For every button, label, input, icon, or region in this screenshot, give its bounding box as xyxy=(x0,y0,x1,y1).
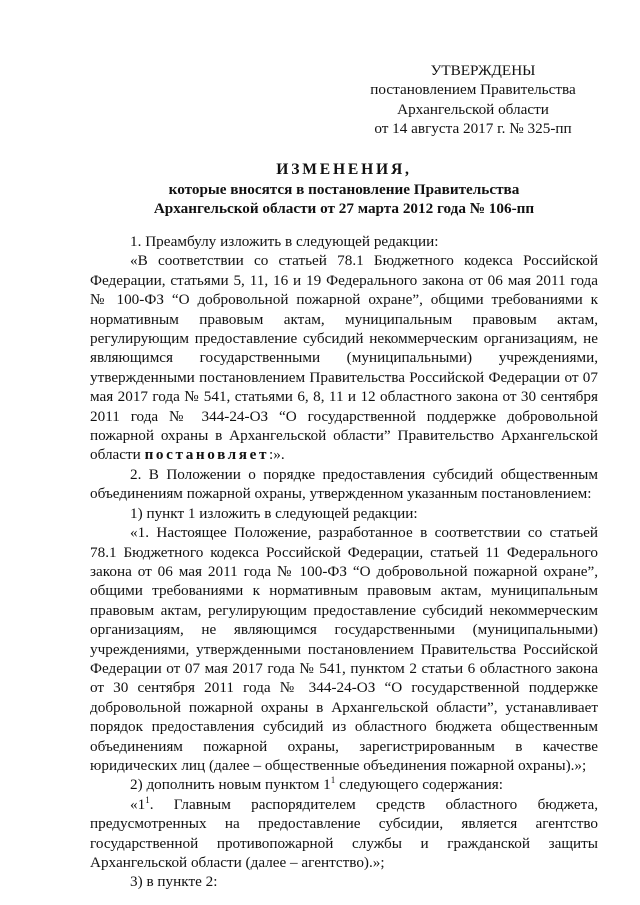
document-heading xyxy=(90,159,598,218)
paragraph-preamble-instruction: 1. Преамбулу изложить в следующей редакции: xyxy=(130,233,439,250)
new-item-text: . Главным распорядителем средств областного бюджета, предусмотренных на предоставление субсидии, является агентство государственной противопожарной службы и гражданской защиты Архангельской области (далее – агентство).»; xyxy=(90,795,598,871)
item-2-superscript: 1 xyxy=(330,775,336,786)
paragraph-regulation-intro: 2. В Положении о порядке предоставления субсидий общественным объединениям пожарной охраны, утвержденном указанным постановлением: xyxy=(90,465,598,503)
preamble-resolves-word: постановляет xyxy=(144,446,270,464)
item-2-text-end: следующего содержания: xyxy=(335,776,503,794)
approval-stamp xyxy=(368,61,578,139)
preamble-ending: :». xyxy=(269,446,285,464)
new-item-superscript: 1 xyxy=(145,794,150,805)
approval-line-1: постановлением Правительства xyxy=(370,81,576,99)
approval-line-3: от 14 августа 2017 г. № 325-пп xyxy=(374,120,572,138)
approval-line-2: Архангельской области xyxy=(397,100,549,118)
preamble-text: «В соответствии со статьей 78.1 Бюджетного кодекса Российской Федерации, статьями 5, 11, 16 и 19 Федерального закона от 06 мая 2011 года № 100-ФЗ “О добровольной пожарной охране”, общими требованиями к нормативным правовым актам, муниципальным правовым актам, регулирующим предоставление субсидий некоммерческим организациям, не являющимся государственными (муниципальными) учреждениями, утвержденными постановлением Правительства Российской Федерации от 07 мая 2017 года № 541, статьями 6, 8, 11 и 12 областного закона от 30 сентября 2011 года № 344-24-ОЗ “О государственной поддержке добровольной пожарной охраны в Архангельской области” Правительство Архангельской области xyxy=(90,252,598,464)
document-body xyxy=(90,232,598,892)
document-subtitle-line-2: Архангельской области от 27 марта 2012 года № 106-пп xyxy=(153,200,535,218)
document-subtitle-line-1: которые вносятся в постановление Правительства xyxy=(168,181,520,198)
document-title: ИЗМЕНЕНИЯ, xyxy=(276,161,412,178)
paragraph-new-item-text xyxy=(90,795,598,873)
approval-title: УТВЕРЖДЕНЫ xyxy=(430,62,536,79)
item-2-text: 2) дополнить новым пунктом 1 xyxy=(130,776,331,794)
paragraph-item-1-text: «1. Настоящее Положение, разработанное в соответствии со статьей 78.1 Бюджетного кодекса Российской Федерации, статьей 11 Федерального закона от 06 мая 2011 года № 100-ФЗ “О добровольной пожарной охране”, общими требованиями к нормативным правовым актам, муниципальным правовым актам, регулирующим предоставление субсидий некоммерческим организациям, не являющимся государственными (муниципальными) учреждениями, утвержденными постановлением Правительства Российской Федерации от 07 мая 2017 года № 541, пунктом 2 статьи 6 областного закона от 30 сентября 2011 года № 344-24-ОЗ “О государственной поддержке добровольной пожарной охраны в Архангельской области”, устанавливает порядок предоставления субсидий из областного бюджета общественным объединениям пожарной охраны, зарегистрированным в качестве юридических лиц (далее – общественные объединения пожарной охраны).»; xyxy=(90,524,598,774)
paragraph-item-2-instruction xyxy=(90,775,598,794)
paragraph-preamble-text xyxy=(90,251,598,464)
paragraph-item-1-instruction: 1) пункт 1 изложить в следующей редакции: xyxy=(130,504,418,522)
paragraph-item-3-instruction: 3) в пункте 2: xyxy=(130,873,218,891)
new-item-number: «1 xyxy=(130,795,146,813)
